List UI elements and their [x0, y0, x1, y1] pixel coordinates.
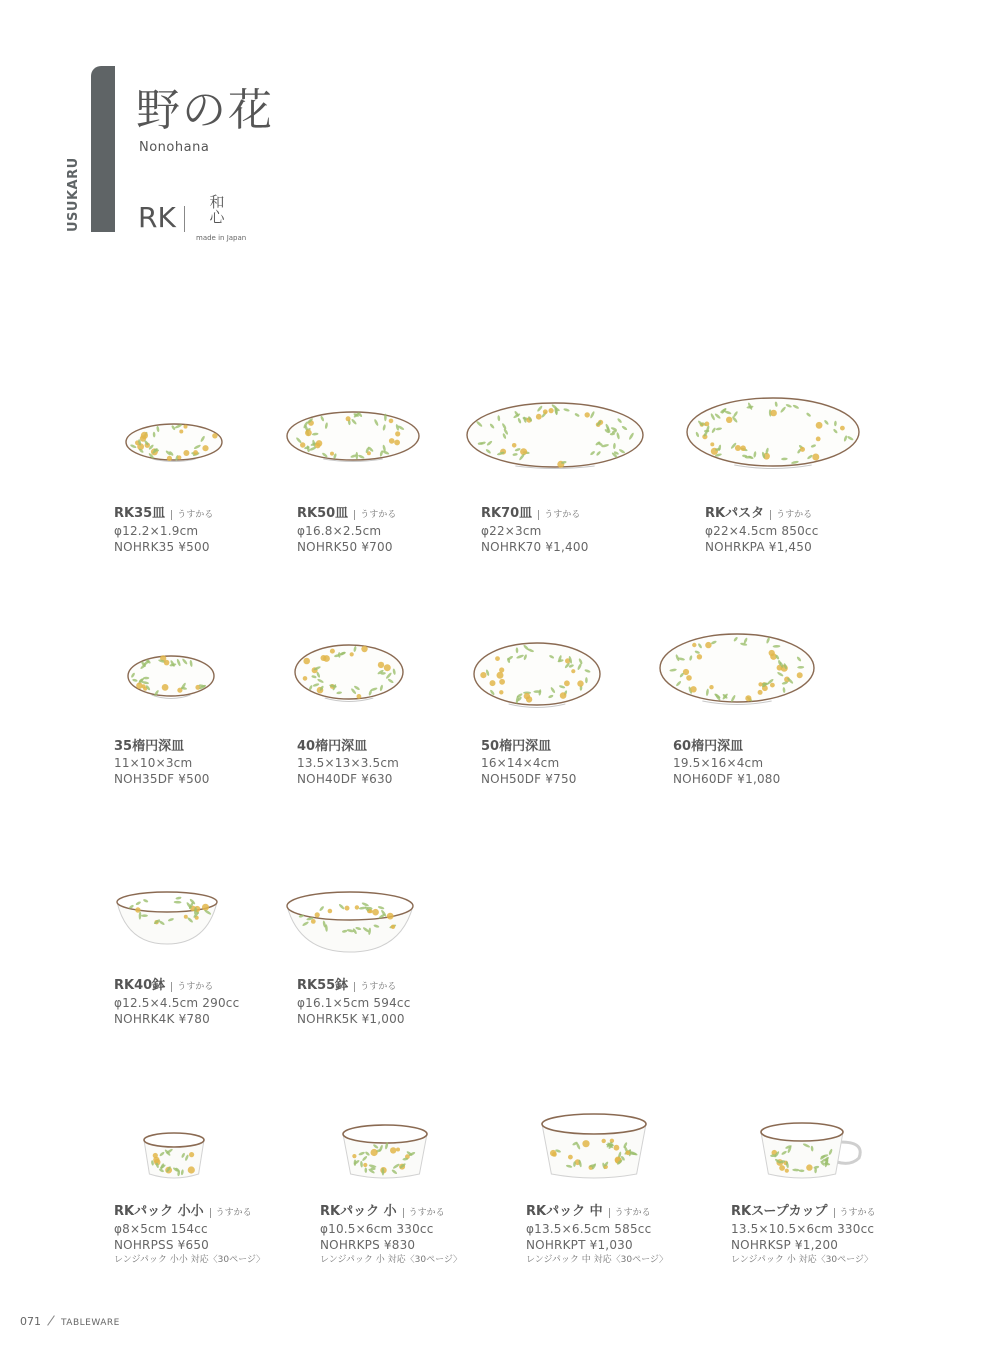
flower-motif: [758, 682, 762, 686]
flower-motif: [142, 684, 146, 688]
rim: [287, 892, 413, 920]
flower-motif: [212, 433, 217, 438]
product-name: RKパスタ うすかる: [705, 506, 813, 521]
flower-motif: [164, 660, 170, 666]
flower-motif: [758, 690, 763, 695]
product-name: RKパック 小小 うすかる: [114, 1204, 252, 1219]
plate-image: [481, 398, 661, 478]
flower-motif: [549, 408, 554, 413]
flower-motif: [564, 680, 570, 686]
flower-motif: [355, 905, 359, 909]
flower-motif: [779, 1165, 785, 1171]
flower-motif: [692, 643, 696, 647]
flower-motif: [577, 680, 583, 686]
flower-motif: [184, 425, 188, 429]
plate-image: [481, 640, 621, 712]
flower-motif: [735, 445, 741, 451]
plate-image: [297, 406, 447, 476]
product-spec: φ8×5cm 154cc: [114, 1222, 208, 1236]
cup-image: [526, 1112, 666, 1188]
product-name: RK50皿 うすかる: [297, 506, 397, 521]
rim: [144, 1133, 204, 1147]
product-spec: 11×10×3cm: [114, 756, 193, 770]
product-tag: うすかる: [171, 982, 213, 992]
flower-motif: [311, 919, 316, 924]
product-spec: φ10.5×6cm 330cc: [320, 1222, 434, 1236]
flower-motif: [167, 456, 172, 461]
flower-motif: [560, 692, 567, 699]
page-subtitle: Nonohana: [139, 140, 210, 155]
flower-motif: [683, 669, 689, 675]
flower-motif: [361, 646, 367, 652]
product-spec: 16×14×4cm: [481, 756, 560, 770]
section-label: TABLEWARE: [61, 1318, 120, 1328]
rim: [542, 1114, 646, 1134]
flower-motif: [543, 409, 548, 414]
rim: [295, 645, 403, 699]
series-divider: [184, 206, 185, 232]
product-spec: 13.5×10.5×6cm 330cc: [731, 1222, 875, 1236]
flower-motif: [188, 1166, 195, 1173]
product-code: NOHRKPT ¥1,030: [526, 1238, 633, 1252]
flower-motif: [372, 909, 379, 916]
flower-motif: [390, 1147, 396, 1153]
plate-image: [705, 396, 885, 476]
footer-divider: [47, 1315, 55, 1325]
rim: [474, 643, 600, 705]
flower-motif: [770, 410, 777, 417]
product-tag: うすかる: [210, 1208, 252, 1218]
flower-motif: [328, 909, 333, 914]
cup-image: [114, 1128, 234, 1188]
flower-motif: [550, 1150, 556, 1156]
flower-motif: [816, 422, 823, 429]
flower-motif: [686, 675, 692, 681]
flower-motif: [315, 443, 321, 449]
flower-motif: [495, 656, 500, 661]
product-name: RKパック 中 うすかる: [526, 1204, 651, 1219]
flower-motif: [371, 1149, 378, 1156]
flower-motif: [499, 679, 505, 685]
flower-motif: [300, 442, 305, 447]
side-label: USUKARU: [66, 157, 81, 232]
flower-motif: [321, 655, 327, 661]
rim: [117, 892, 217, 912]
product-code: NOHRKSP ¥1,200: [731, 1238, 839, 1252]
flower-motif: [806, 1164, 812, 1170]
plate-image: [673, 630, 833, 710]
flower-motif: [384, 664, 391, 671]
rim: [660, 634, 814, 702]
flower-motif: [303, 658, 310, 665]
product-spec: φ13.5×6.5cm 585cc: [526, 1222, 652, 1236]
flower-motif: [812, 454, 819, 461]
flower-motif: [816, 437, 821, 442]
flower-motif: [202, 904, 209, 911]
product-name: 35楕円深皿: [114, 739, 185, 754]
flower-motif: [395, 431, 400, 436]
product-tag: うすかる: [354, 982, 396, 992]
product-tag: うすかる: [538, 510, 580, 520]
flower-motif: [582, 1140, 589, 1147]
flower-motif: [183, 450, 189, 456]
flower-motif: [184, 915, 188, 919]
soup-cup-image: [731, 1120, 871, 1186]
flower-motif: [315, 912, 320, 917]
flower-motif: [352, 1154, 356, 1158]
plate-image: [114, 652, 234, 702]
product-spec: 19.5×16×4cm: [673, 756, 764, 770]
usukaru-side-bar: [91, 66, 115, 232]
page-number: 071: [20, 1315, 41, 1328]
product-spec: φ22×4.5cm 850cc: [705, 524, 819, 538]
product-name: RKスープカップ うすかる: [731, 1204, 876, 1219]
product-name: RK35皿 うすかる: [114, 506, 214, 521]
flower-motif: [697, 654, 702, 659]
flower-motif: [626, 1151, 631, 1156]
flower-motif: [141, 432, 148, 439]
flower-motif: [363, 1163, 367, 1167]
flower-motif: [499, 690, 503, 694]
product-tag: うすかる: [171, 510, 213, 520]
product-note: レンジパック 小 対応〈30ページ〉: [320, 1255, 463, 1265]
product-spec: φ22×3cm: [481, 524, 542, 538]
flower-motif: [709, 685, 713, 689]
flower-motif: [710, 442, 714, 446]
flower-motif: [614, 1145, 620, 1151]
made-in-japan-label: made in Japan: [196, 234, 247, 242]
product-note: レンジパック 小小 対応〈30ページ〉: [114, 1255, 266, 1265]
flower-motif: [490, 680, 496, 686]
flower-motif: [512, 443, 517, 448]
flower-motif: [499, 667, 504, 672]
product-note: レンジパック 小 対応〈30ページ〉: [731, 1255, 874, 1265]
product-code: NOHRK35 ¥500: [114, 540, 210, 554]
flower-motif: [177, 455, 181, 459]
flower-motif: [330, 452, 334, 456]
flower-motif: [389, 438, 395, 444]
flower-motif: [745, 695, 751, 701]
flower-motif: [345, 906, 350, 911]
product-name: RKパック 小 うすかる: [320, 1204, 445, 1219]
product-tag: うすかる: [834, 1208, 876, 1218]
product-spec: φ16.8×2.5cm: [297, 524, 382, 538]
flower-motif: [770, 683, 775, 688]
product-name: RK70皿 うすかる: [481, 506, 581, 521]
bowl-image: [286, 890, 426, 958]
flower-motif: [350, 652, 354, 656]
plate-image: [297, 642, 417, 706]
flower-motif: [396, 1148, 400, 1152]
flower-motif: [785, 1169, 789, 1173]
flower-motif: [394, 440, 400, 446]
product-tag: うすかる: [403, 1208, 445, 1218]
flower-motif: [840, 426, 845, 431]
flower-motif: [369, 909, 373, 913]
flower-motif: [705, 642, 711, 648]
product-name: RK55鉢 うすかる: [297, 978, 397, 993]
flower-motif: [387, 913, 394, 920]
product-tag: うすかる: [609, 1208, 651, 1218]
product-spec: φ12.5×4.5cm 290cc: [114, 996, 240, 1010]
flower-motif: [571, 669, 575, 673]
flower-motif: [330, 649, 335, 654]
product-code: NOH35DF ¥500: [114, 772, 210, 786]
flower-motif: [568, 1155, 573, 1160]
page-title: 野の花: [136, 85, 274, 136]
flower-motif: [153, 1157, 159, 1163]
product-note: レンジパック 中 対応〈30ページ〉: [526, 1255, 669, 1265]
product-name: 40楕円深皿: [297, 739, 368, 754]
flower-motif: [690, 686, 696, 692]
leaf-motif: [585, 677, 588, 683]
flower-motif: [800, 447, 805, 452]
product-name: RK40鉢 うすかる: [114, 978, 214, 993]
product-spec: 13.5×13×3.5cm: [297, 756, 400, 770]
flower-motif: [202, 445, 208, 451]
product-code: NOHRK70 ¥1,400: [481, 540, 589, 554]
flower-motif: [602, 1139, 606, 1143]
flower-motif: [389, 419, 394, 424]
product-spec: φ16.1×5cm 594cc: [297, 996, 411, 1010]
product-code: NOHRKPA ¥1,450: [705, 540, 812, 554]
flower-motif: [524, 693, 530, 699]
bowl-image: [114, 890, 234, 950]
product-code: NOHRK4K ¥780: [114, 1012, 210, 1026]
flower-motif: [378, 662, 384, 668]
product-code: NOHRKPS ¥830: [320, 1238, 416, 1252]
flower-motif: [179, 430, 183, 434]
cup-image: [320, 1122, 440, 1188]
flower-motif: [346, 416, 351, 421]
product-tag: うすかる: [354, 510, 396, 520]
product-tag: うすかる: [770, 510, 812, 520]
flower-motif: [797, 672, 803, 678]
product-name: 60楕円深皿: [673, 739, 744, 754]
rim: [761, 1123, 843, 1141]
flower-motif: [305, 430, 312, 437]
product-code: NOH40DF ¥630: [297, 772, 393, 786]
washin-logo: 和心: [209, 193, 225, 226]
flower-motif: [189, 1152, 194, 1157]
flower-motif: [193, 450, 198, 455]
flower-motif: [585, 412, 590, 417]
flower-motif: [162, 684, 169, 691]
product-spec: φ12.2×1.9cm: [114, 524, 199, 538]
product-code: NOHRK50 ¥700: [297, 540, 393, 554]
flower-motif: [303, 676, 308, 681]
flower-motif: [726, 417, 732, 423]
product-code: NOH60DF ¥1,080: [673, 772, 781, 786]
product-name: 50楕円深皿: [481, 739, 552, 754]
flower-motif: [740, 445, 746, 451]
product-code: NOHRK5K ¥1,000: [297, 1012, 405, 1026]
series-label: RK: [138, 201, 176, 234]
flower-motif: [357, 694, 362, 699]
rim: [343, 1125, 427, 1143]
flower-motif: [536, 414, 542, 420]
flower-motif: [391, 925, 395, 929]
product-code: NOH50DF ¥750: [481, 772, 577, 786]
flower-motif: [480, 672, 486, 678]
plate-image: [114, 420, 234, 470]
product-code: NOHRPSS ¥650: [114, 1238, 210, 1252]
page-footer: [20, 1315, 120, 1328]
flower-motif: [497, 672, 504, 679]
